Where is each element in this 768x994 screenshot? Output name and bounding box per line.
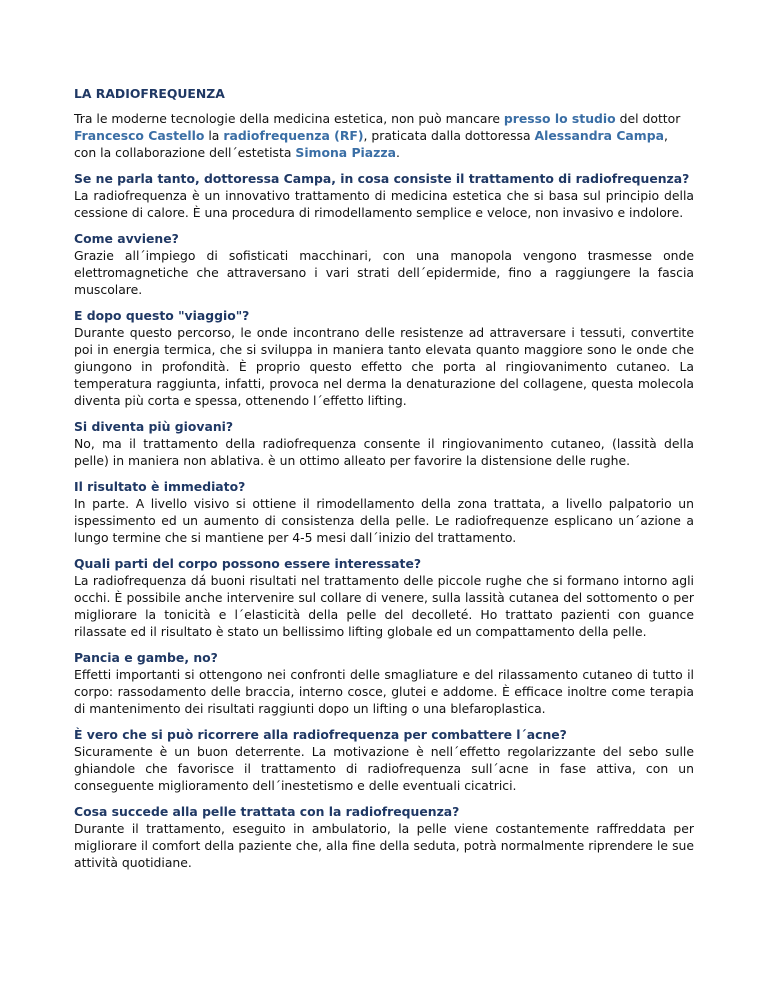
radiofrequenza-link[interactable]: radiofrequenza (RF) <box>223 128 364 143</box>
question-heading: E dopo questo "viaggio"? <box>74 308 250 323</box>
intro-text: Tra le moderne tecnologie della medicina estetica, non può mancare <box>74 111 504 126</box>
answer-paragraph: La radiofrequenza è un innovativo trattamento di medicina estetica che si basa sul principio della cessione di calore. È una procedura di rimodellamento semplice e veloce, non invasivo e indolore. <box>74 188 694 220</box>
estetista-piazza-link[interactable]: Simona Piazza <box>295 145 396 160</box>
intro-text: , con la collaborazione dell´estetista <box>74 128 668 160</box>
question-heading: Come avviene? <box>74 231 179 246</box>
intro-text: la <box>204 128 224 143</box>
intro-paragraph <box>74 110 694 161</box>
question-heading: Pancia e gambe, no? <box>74 650 218 665</box>
question-heading: È vero che si può ricorrere alla radiofrequenza per combattere l´acne? <box>74 727 567 742</box>
intro-text: , praticata dalla dottoressa <box>363 128 535 143</box>
answer-paragraph: No, ma il trattamento della radiofrequenza consente il ringiovanimento cutaneo, (lassità della pelle) in maniera non ablativa. è un ottimo alleato per favorire la distensione delle rughe. <box>74 436 694 468</box>
studio-link[interactable]: presso lo studio <box>503 111 616 126</box>
question-heading: Cosa succede alla pelle trattata con la radiofrequenza? <box>74 804 460 819</box>
question-heading: Se ne parla tanto, dottoressa Campa, in cosa consiste il trattamento di radiofrequenza? <box>74 171 690 186</box>
question-heading: Si diventa più giovani? <box>74 419 234 434</box>
question-heading: Quali parti del corpo possono essere interessate? <box>74 556 422 571</box>
doctor-castello-link[interactable]: Francesco Castello <box>74 128 205 143</box>
answer-paragraph: Effetti importanti si ottengono nei confronti delle smagliature e del rilassamento cutaneo di tutto il corpo: rassodamento delle braccia, interno cosce, glutei e addome. È efficace inoltre come terapia di mantenimento dei risultati raggiunti dopo un lifting o una blefaroplastica. <box>74 667 694 716</box>
answer-paragraph: In parte. A livello visivo si ottiene il rimodellamento della zona trattata, a livello palpatorio un ispessimento ed un aumento di consistenza della pelle. Le radiofrequenze esplicano un´azione a lungo termine che si mantiene per 4-5 mesi dall´inizio del trattamento. <box>74 496 694 545</box>
answer-paragraph: La radiofrequenza dá buoni risultati nel trattamento delle piccole rughe che si formano intorno agli occhi. È possibile anche intervenire sul collare di venere, sulla lassità cutanea del sottomento o per migliorare la tonicità e l´elasticità della pelle del decolleté. Ho trattato pazienti con guance rilassate ed il risultato è stato un bellissimo lifting globale ed un compattamento della pelle. <box>74 573 694 639</box>
question-heading: Il risultato è immediato? <box>74 479 246 494</box>
intro-text: . <box>395 145 400 160</box>
answer-paragraph: Sicuramente è un buon deterrente. La motivazione è nell´effetto regolarizzante del sebo sulle ghiandole che favorisce il trattamento di radiofrequenza sull´acne in fase attiva, con un conseguente miglioramento dell´inestetismo e delle eventuali cicatrici. <box>74 744 694 793</box>
intro-text: del dottor <box>615 111 681 126</box>
answer-paragraph: Durante questo percorso, le onde incontrano delle resistenze ad attraversare i tessuti, convertite poi in energia termica, che si sviluppa in maniera tanto elevata quanto maggiore sono le onde che giungono in profondità. È proprio questo effetto che porta al ringiovanimento cutaneo. La temperatura raggiunta, infatti, provoca nel derma la denaturazione del collagene, questa molecola diventa più corta e spessa, ottenendo l´effetto lifting. <box>74 325 694 408</box>
answer-paragraph: Durante il trattamento, eseguito in ambulatorio, la pelle viene costantemente raffreddata per migliorare il comfort della paziente che, alla fine della seduta, potrà normalmente riprendere le sue attività quotidiane. <box>74 821 694 870</box>
document-title: LA RADIOFREQUENZA <box>74 86 225 101</box>
doctor-campa-link[interactable]: Alessandra Campa <box>534 128 664 143</box>
answer-paragraph: Grazie all´impiego di sofisticati macchinari, con una manopola vengono trasmesse onde elettromagnetiche che attraversano i vari strati dell´epidermide, fino a raggiungere la fascia muscolare. <box>74 248 694 297</box>
